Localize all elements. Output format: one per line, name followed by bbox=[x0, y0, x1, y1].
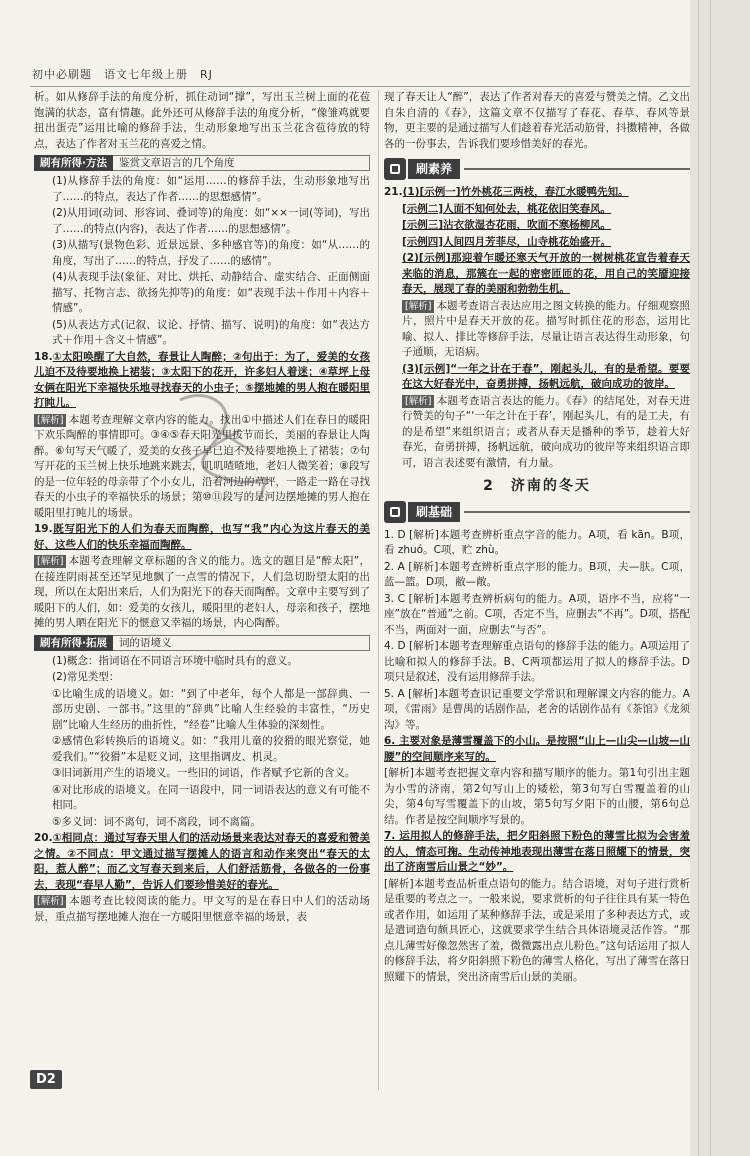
basic-analysis-6: [解析]本题考查把握文章内容和描写顺序的能力。第1句引出主题为小雪的济南，第2句写山上的矮松，第3句写白雪覆盖着的山尖，第4句写雪覆盖下的山坡，第5句写夕阳下的山腰，第6句总结。作者是按空间顺序写景的。 bbox=[384, 767, 690, 826]
handwritten-mark bbox=[170, 380, 280, 510]
section-label: 刷素养 bbox=[408, 159, 460, 179]
basic-answer-4: 4. D [解析]本题考查理解重点语句的修辞手法的能力。A项运用了比喻和拟人的修辞手法。B、C两项都运用了拟人的修辞手法。D项只是叙述，没有运用修辞手法。 bbox=[384, 640, 690, 683]
tip-label: 刷有所得·方法 bbox=[34, 155, 113, 171]
answer-text: (1)[示例一]竹外桃花三两枝，春江水暖鸭先知。 bbox=[402, 186, 629, 198]
pencil-icon bbox=[384, 501, 406, 523]
method-item: (5)从表达方式(记叙、议论、抒情、描写、说明)的角度：如“表达方式＋作用＋含义＋情感”。 bbox=[52, 318, 370, 346]
page-number: D2 bbox=[30, 1070, 62, 1089]
answer-text: 既写阳光下的人们为春天而陶醉，也写“我”内心为这片春天的美好、这些人们的快乐幸福而陶醉。 bbox=[34, 523, 370, 551]
tip-title: 鉴赏文章语言的几个角度 bbox=[113, 155, 370, 171]
method-item: (3)从描写(景物色彩、近景远景、多种感官等)的角度：如“从……的角度，写出了……的特点，抒发了……的感情”。 bbox=[52, 239, 370, 267]
extension-item: ④对比形成的语境义。在同一语段中，同一词语表达的意义有可能不相同。 bbox=[52, 783, 370, 811]
method-item: (1)从修辞手法的角度：如“运用……的修辞手法，生动形象地写出了……的特点，表达了作者……的思想感情”。 bbox=[52, 175, 370, 203]
basic-answer-5: 5. A [解析]本题考查识记重要文学常识和理解课文内容的能力。A项，《雷雨》是曹禺的话剧作品，老舍的话剧作品有《茶馆》《龙须沟》等。 bbox=[384, 687, 690, 731]
basic-answer-1: 1. D [解析]本题考查辨析重点字音的能力。A项，看 kān。B项，看 zhuó。C项，贮 zhù。 bbox=[384, 528, 690, 556]
page-header: 初中必刷题 语文七年级上册 RJ bbox=[32, 68, 213, 81]
answer-continuation: 析。如从修辞手法的角度分析，抓住动词“撑”，写出玉兰树上面的花苞饱满的状态，富有情趣。此外还可从修辞手法的角度分析，“像雏鸡就要扭出蛋壳”运用比喻的修辞手法，生动形象地写出玉兰花含苞待放的特点，表达了作者对玉兰花的喜爱之情。 bbox=[34, 91, 370, 150]
answer-continuation: 现了春天让人“醉”，表达了作者对春天的喜爱与赞美之情。乙文出自朱自清的《春》，这篇文章不仅描写了春花、春草、春风等景物，更主要的是通过描写人们趁着春光活动筋骨，抖擞精神，各做各的一份事去，告诉我们要珍惜美好的春光。 bbox=[384, 91, 690, 150]
question-20-answer bbox=[34, 831, 370, 893]
answer-text: [示例二]人面不知何处去，桃花依旧笑春风。 bbox=[402, 202, 612, 215]
basic-answer-2: 2. A [解析]本题考查辨析重点字形的能力。B项，夫—肤。C项，蓝—篮。D项，敝—敞。 bbox=[384, 560, 690, 588]
margin-line bbox=[698, 0, 699, 1156]
analysis-tag: [解析] bbox=[402, 395, 434, 408]
analysis-text: 本题考查理解文章标题的含义的能力。选文的题目是“醉太阳”，在接连阴雨甚至还罕见地飘了一点雪的情况下，人们急切盼望太阳的出现，所以在太阳出来后，人们为阳光下的春天而陶醉。文章中主要写到了暖阳下的人们，如：爱美的女孩儿，暖阳里的老妇人，母亲和孩子，摆地摊的男人晒在阳光下的惬意又幸福的场景，内心陶醉。 bbox=[34, 555, 370, 629]
analysis-text: 本题考查语言表达应用之图文转换的能力。仔细观察照片，照片中是春天开放的花。描写时抓住花的形态，运用比喻、拟人、排比等修辞手法，尽量让语言表达得生动形象，句子通顺，无语病。 bbox=[402, 299, 690, 358]
pencil-icon bbox=[384, 158, 406, 180]
analysis-tag: [解析] bbox=[34, 555, 66, 568]
section-label: 刷基础 bbox=[408, 502, 460, 522]
tip-box-method bbox=[34, 155, 370, 171]
extension-item: (2)常见类型： bbox=[52, 671, 120, 683]
method-item: (2)从用词(动词、形容词、叠词等)的角度：如“××一词(等词)，写出了……的特点(内容)，表达了作者……的思想感情”。 bbox=[52, 207, 370, 235]
analysis-tag: [解析] bbox=[402, 300, 434, 313]
section-rule bbox=[464, 168, 690, 170]
answer-text: [示例四]人间四月芳菲尽，山寺桃花始盛开。 bbox=[402, 235, 612, 248]
extension-item: ③旧词新用产生的语境义。一些旧的词语，作者赋予它新的含义。 bbox=[52, 767, 356, 779]
analysis-text: 本题考查比较阅读的能力。甲文写的是在春日中人们的活动场景，重点描写摆地摊人泡在一方暖阳里惬意幸福的场景，表 bbox=[34, 895, 370, 923]
question-number: 19. bbox=[34, 523, 53, 535]
question-21-analysis bbox=[384, 394, 690, 472]
margin-line bbox=[710, 0, 711, 1156]
question-20-analysis bbox=[34, 894, 370, 925]
basic-answer-6: 6. 主要对象是薄雪覆盖下的小山。是按照“山上—山尖—山坡—山腰”的空间顺序来写的。 bbox=[384, 735, 690, 763]
extension-item: ①比喻生成的语境义。如：“到了中老年，每个人都是一部辞典、一部历史剧、一部书。”这里的“辞典”比喻人生经验的丰富性，“历史剧”比喻人生经历的曲折性，“经卷”比喻人生体验的深刻性。 bbox=[52, 687, 370, 731]
answer-text: (2)[示例]那迎着乍暖还寒天气开放的一树树桃花宣告着春天来临的消息，那簇在一起的密密匝匝的花，用自己的笑靥迎接春天，展现了春的美丽和勃勃生机。 bbox=[402, 252, 690, 295]
question-19-answer bbox=[34, 522, 370, 553]
section-bar-literacy bbox=[384, 158, 690, 180]
question-19-analysis bbox=[34, 554, 370, 632]
analysis-tag: [解析] bbox=[34, 414, 66, 427]
question-21-analysis bbox=[384, 299, 690, 361]
right-column bbox=[384, 90, 690, 986]
extension-item: ②感情色彩转换后的语境义。如：“我用儿童的狡猾的眼光察觉，她爱我们。”“狡猾”本是贬义词，这里指调皮、机灵。 bbox=[52, 735, 370, 763]
analysis-text: 本题考查理解文章内容的能力。找出①中描述人们在春日的暖阳下欢乐陶醉的事情即可。③④⑤春天阳光里拔节而长，美丽的春景让人陶醉。⑥句写天气暖了，爱美的女孩子早已迫不及待要地换上了裙装；⑦句写开花的玉兰树上快乐地跳来跳去，叽叽喳喳地，老妇人微笑着；⑧段写的是一位年轻的母亲带了个小女儿，沿着河边的草坪，一路走一路在寻找春天的小虫子的幸福快乐的场景；第⑩⑪段写的是河边摆地摊的男人抱在暖阳里打盹儿的场景。 bbox=[34, 413, 370, 519]
question-number: 21. bbox=[384, 186, 403, 198]
header-rule bbox=[30, 86, 690, 87]
tip-label: 刷有所得·拓展 bbox=[34, 635, 113, 651]
tip-title: 词的语境义 bbox=[113, 635, 370, 651]
lesson-title: 2 济南的冬天 bbox=[483, 478, 591, 494]
analysis-text: 本题考查语言表达的能力。《春》的结尾处，对春天进行赞美的句子“‘一年之计在于春’，刚起头儿，有的是工夫，有的是希望”来组织语言；或者从春天是播种的季节，趁着大好春光，奋勇拼搏，扬帆远航，破向成功的彼岸等来组织语言即可，语言表述要有激情，有力量。 bbox=[402, 394, 690, 469]
extension-item: ⑤多义词：词不离句，词不离段，词不离篇。 bbox=[52, 815, 261, 828]
section-rule bbox=[464, 511, 690, 513]
question-21-answer bbox=[384, 185, 690, 201]
answer-text: ①太阳唤醒了大自然，春景让人陶醉；②句出于：为了，爱美的女孩儿迫不及待要地换上裙装；③太阳下的花开，许多妇人着迷；④草坪上母女俩在阳光下幸福快乐地寻找春天的小虫子；⑤摆地摊的男人抱在暖阳里打盹儿。 bbox=[34, 350, 370, 409]
answer-text: ①相同点：通过写春天里人们的活动场景来表达对春天的喜爱和赞美之情。②不同点：甲文通过描写摆摊人的语言和动作来突出“春天的太阳，惹人醉”；而乙文写春天到来后，人们舒活筋骨，各做各的一份事去，表现“春早人勤”，告诉人们要珍惜美好的春光。 bbox=[34, 832, 370, 891]
analysis-tag: [解析] bbox=[34, 895, 66, 908]
question-number: 20. bbox=[34, 832, 53, 844]
answer-text: (3)[示例]“一年之计在于春”，刚起头儿，有的是希望。要要在这大好春光中，奋勇拼搏，扬帆远航，破向成功的彼岸。 bbox=[402, 362, 690, 390]
answer-text: [示例三]沾衣欲湿杏花雨，吹面不寒杨柳风。 bbox=[402, 219, 612, 231]
extension-item: (1)概念：指词语在不同语言环境中临时具有的意义。 bbox=[52, 654, 298, 667]
basic-answer-7: 7. 运用拟人的修辞手法，把夕阳斜照下粉色的薄雪比拟为会害羞的人，情态可掬。生动传神地表现出薄雪在落日照耀下的情景，突出了济南雪后山景之“妙”。 bbox=[384, 830, 690, 873]
section-bar-basics bbox=[384, 501, 690, 523]
tip-box-extension bbox=[34, 635, 370, 651]
basic-answer-3: 3. C [解析]本题考查辨析病句的能力。A项，语序不当，应将“一座”放在“普通”之前。C项，否定不当，应删去“不再”。D项，搭配不当，两面对一面，应删去“与否”。 bbox=[384, 592, 690, 636]
right-margin bbox=[690, 0, 750, 1156]
column-divider bbox=[378, 90, 379, 1090]
basic-analysis-7: [解析]本题考查品析重点语句的能力。结合语境，对句子进行赏析是重要的考点之一。一般来说，要求赏析的句子往往具有某一特色或者作用，如运用了某种修辞手法，或是采用了多种表达方式，或是遣词造句颇具匠心，这就要求学生结合具体语境灵活作答。“那点儿薄雪好像忽然害了羞，微微露出点儿粉色。”这句话运用了拟人的修辞手法，将夕阳斜照下粉色的薄雪人格化，写出了薄雪在落日照耀下的情景，突出济南雪后山景的美丽。 bbox=[384, 877, 690, 983]
question-number: 18. bbox=[34, 350, 53, 363]
method-item: (4)从表现手法(象征、对比、烘托、动静结合、虚实结合、正面侧面描写、托物言志、欲扬先抑等)的角度：如“表现手法＋作用＋内容＋情感”。 bbox=[52, 271, 370, 314]
